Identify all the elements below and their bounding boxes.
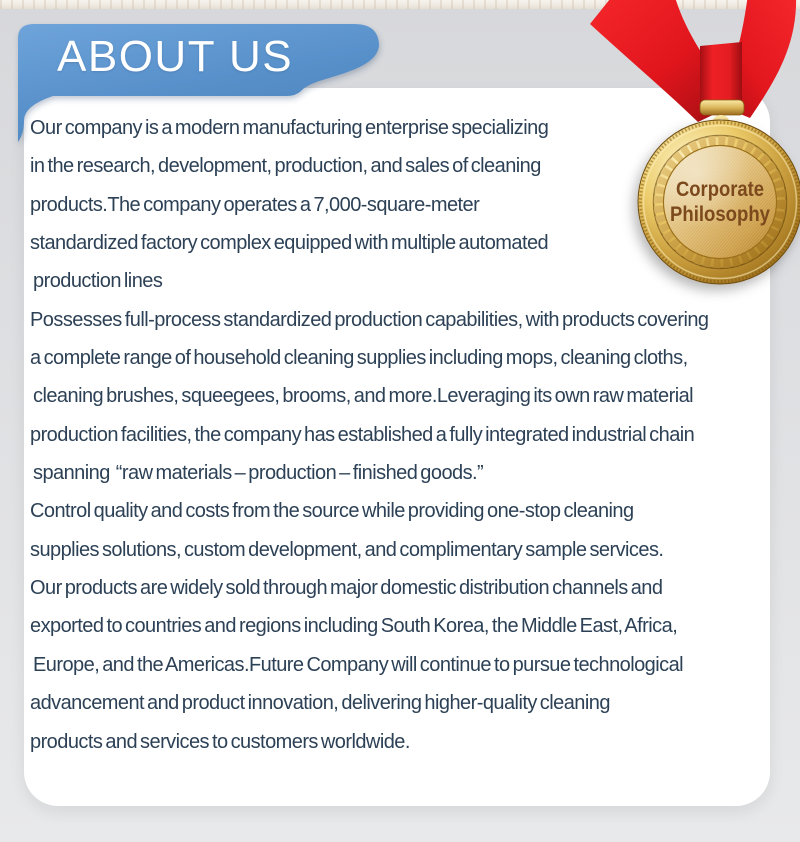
ribbon-clasp — [700, 100, 744, 115]
paragraph-3 — [30, 492, 772, 760]
red-ribbon — [590, 0, 796, 131]
medal-text-line2: Philosophy — [670, 203, 771, 226]
body-line: Control quality and costs from the source while providing one-stop cleaning — [30, 500, 634, 523]
body-line: supplies solutions, custom development, and complimentary sample services. — [30, 538, 664, 561]
medal-graphic — [592, 0, 800, 300]
body-line: products.The company operates a 7,000-square-meter — [30, 193, 480, 216]
body-line: production facilities, the company has established a fully integrated industrial chain — [30, 423, 695, 446]
body-line: production lines — [30, 270, 163, 293]
gold-medal — [638, 120, 800, 284]
body-line: Europe, and the Americas.Future Company will continue to pursue technological — [30, 653, 684, 676]
body-line: Possesses full-process standardized production capabilities, with products covering — [30, 308, 709, 331]
body-line: Our company is a modern manufacturing enterprise specializing — [30, 117, 549, 139]
medal-text-line1: Corporate — [676, 178, 764, 201]
body-line: cleaning brushes, squeegees, brooms, and more.Leveraging its own raw material — [30, 385, 694, 408]
body-line: advancement and product innovation, delivering higher-quality cleaning — [30, 692, 610, 715]
body-line: exported to countries and regions including South Korea, the Middle East, Africa, — [30, 615, 678, 638]
body-line: a complete range of household cleaning supplies including mops, cleaning cloths, — [30, 347, 688, 370]
section-title: ABOUT US — [57, 32, 294, 81]
body-line: spanning “raw materials – production – finished goods.” — [30, 462, 484, 485]
paragraph-2 — [30, 301, 772, 493]
body-line: in the research, development, production, and sales of cleaning — [30, 155, 541, 178]
body-line: standardized factory complex equipped with multiple automated — [30, 232, 549, 255]
body-line: products and services to customers worldwide. — [30, 730, 410, 753]
body-line: Our products are widely sold through major domestic distribution channels and — [30, 577, 663, 600]
